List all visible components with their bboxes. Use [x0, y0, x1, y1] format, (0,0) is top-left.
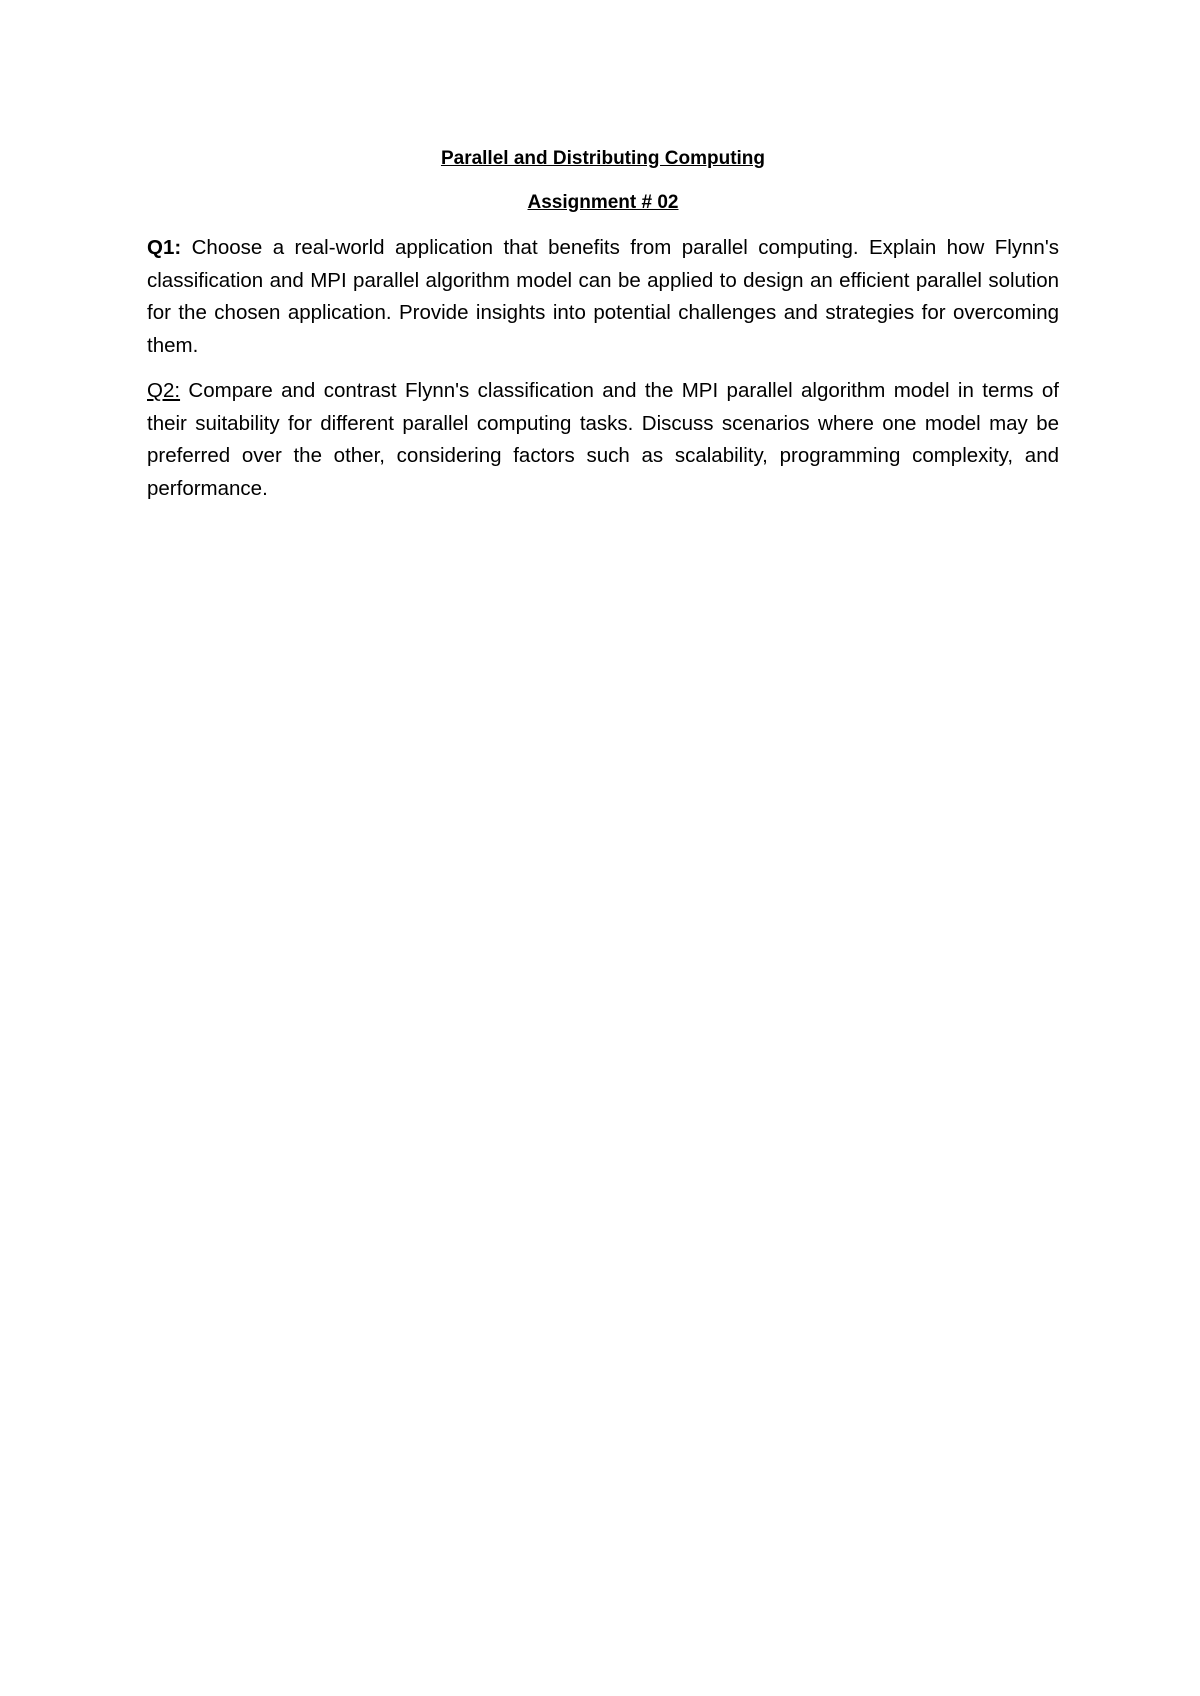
question-1 — [147, 232, 1059, 362]
question-1-text: Choose a real-world application that benefits from parallel computing. Explain how Flynn's classification and MPI parallel algorithm model can be applied to design an efficient parallel solution for the chosen application. Provide insights into potential challenges and strategies for overcoming them. — [147, 236, 1059, 357]
question-2-text: Compare and contrast Flynn's classification and the MPI parallel algorithm model in terms of their suitability for different parallel computing tasks. Discuss scenarios where one model may be preferred over the other, considering factors such as scalability, programming complexity, and performance. — [147, 379, 1059, 500]
question-2-label: Q2: — [147, 379, 181, 402]
document-body — [147, 146, 1059, 505]
question-2 — [147, 375, 1059, 505]
question-1-label: Q1: — [147, 236, 182, 259]
document-title: Parallel and Distributing Computing — [440, 148, 766, 169]
assignment-heading: Assignment # 02 — [527, 192, 679, 213]
